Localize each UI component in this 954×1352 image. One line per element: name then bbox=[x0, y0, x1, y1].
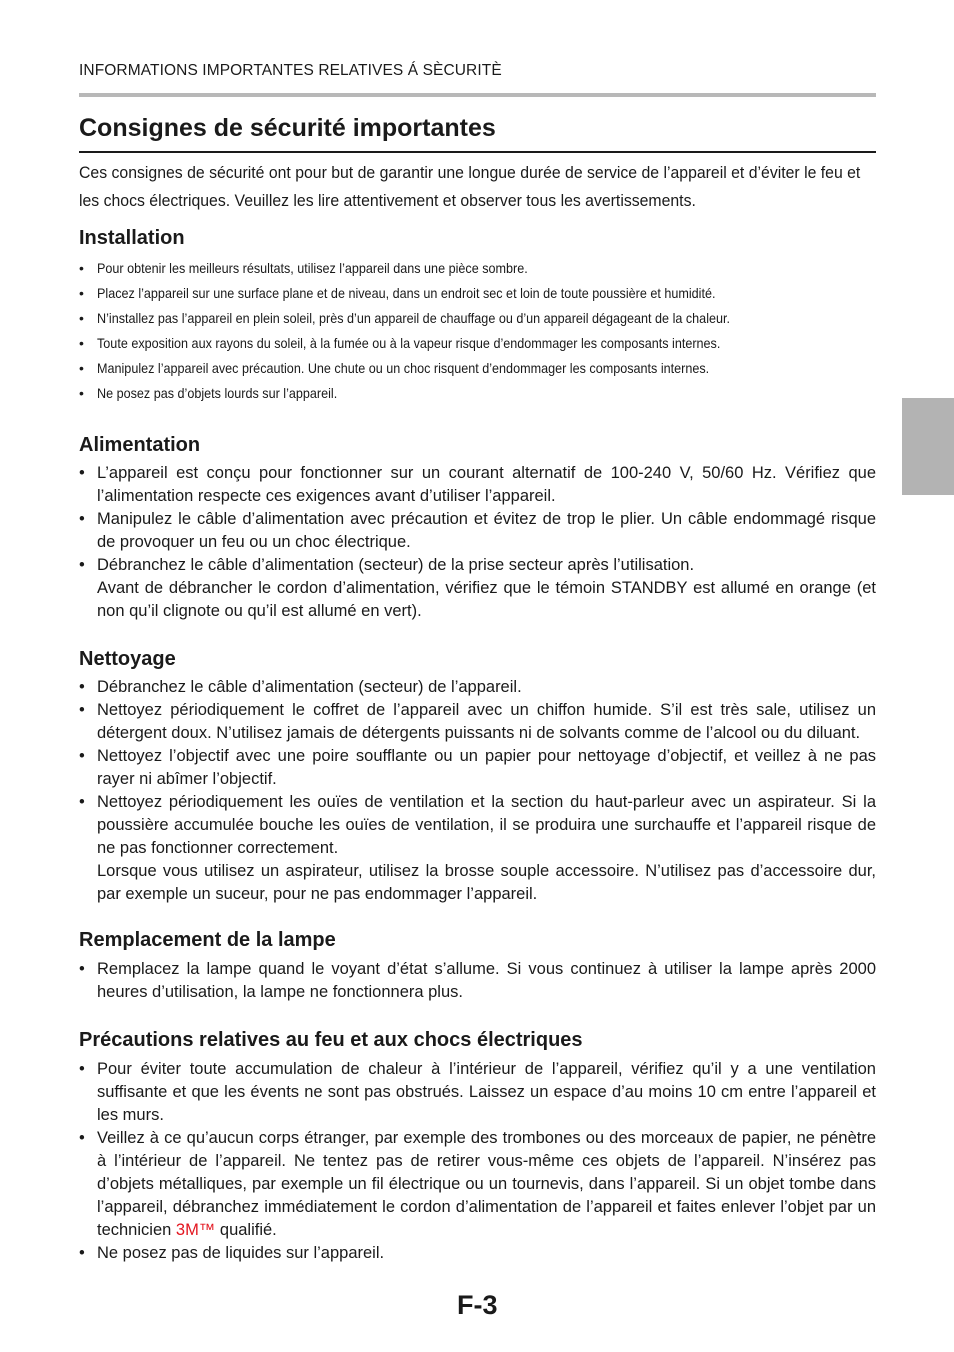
list-item bbox=[79, 1127, 876, 1242]
list-item-text: • Nettoyez périodiquement les ouïes de ventilation et la section du haut-parleur avec un aspirateur. Si la poussière accumulée bouche les ouïes de ventilation, il se produira une surchauffe et l’appareil risque de ne pas fonctionner correctement. bbox=[97, 793, 876, 857]
list-item: • Débranchez le câble d’alimentation (secteur) de l’appareil. bbox=[79, 676, 876, 699]
list-item: • Pour éviter toute accumulation de chaleur à l’intérieur de l’appareil, vérifiez qu’il y a une ventilation suffisante et que les évents ne sont pas obstrués. Laissez un espace d’au moins 10 cm entre l’appareil et les murs. bbox=[79, 1058, 876, 1127]
list-item: • Placez l’appareil sur une surface plane et de niveau, dans un endroit sec et loin de toute poussière et humidité. bbox=[79, 281, 876, 306]
list-item: • Pour obtenir les meilleurs résultats, utilisez l’appareil dans une pièce sombre. bbox=[79, 256, 876, 281]
list-item-continuation: Lorsque vous utilisez un aspirateur, utilisez la brosse souple accessoire. N’utilisez pas d’accessoire dur, par exemple un suceur, pour ne pas endommager l’appareil. bbox=[97, 862, 876, 903]
list-item: • Manipulez l’appareil avec précaution. Une chute ou un choc risquent d’endommager les composants internes. bbox=[79, 356, 876, 381]
list-item: • Remplacez la lampe quand le voyant d’état s’allume. Si vous continuez à utiliser la lampe après 2000 heures d’utilisation, la lampe ne fonctionnera plus. bbox=[79, 958, 876, 1004]
section-heading-alimentation: Alimentation bbox=[79, 434, 201, 456]
section-heading-nettoyage: Nettoyage bbox=[79, 648, 176, 670]
list-item: • N’installez pas l’appareil en plein soleil, près d’un appareil de chauffage ou d’un appareil dégageant de la chaleur. bbox=[79, 306, 876, 331]
page-number: F-3 bbox=[457, 1290, 498, 1320]
section-heading-lampe: Remplacement de la lampe bbox=[79, 929, 336, 951]
section-heading-installation: Installation bbox=[79, 227, 185, 249]
brand-3m: 3M™ bbox=[175, 1221, 216, 1239]
header-rule bbox=[79, 93, 876, 97]
list-item: • Manipulez le câble d’alimentation avec précaution et évitez de trop le plier. Un câble endommagé risque de provoquer un feu ou un choc électrique. bbox=[79, 508, 876, 554]
side-tab-marker bbox=[902, 398, 954, 495]
list-item: • Ne posez pas d’objets lourds sur l’appareil. bbox=[79, 381, 876, 406]
running-header: INFORMATIONS IMPORTANTES RELATIVES Á SÈCURITÈ bbox=[79, 62, 502, 79]
list-item bbox=[79, 791, 876, 906]
precautions-list bbox=[79, 1058, 876, 1265]
list-item: • Toute exposition aux rayons du soleil, à la fumée ou à la vapeur risque d’endommager les composants internes. bbox=[79, 331, 876, 356]
intro-paragraph: Ces consignes de sécurité ont pour but de garantir une longue durée de service de l’appareil et d’éviter le feu et les chocs électriques. Veuillez les lire attentivement et observer tous les avertissements. bbox=[79, 163, 861, 210]
nettoyage-list bbox=[79, 676, 876, 906]
list-item-text-end: qualifié. bbox=[215, 1221, 277, 1239]
list-item: • Ne posez pas de liquides sur l’appareil. bbox=[79, 1242, 876, 1265]
list-item-text: • Débranchez le câble d’alimentation (secteur) de la prise secteur après l’utilisation. bbox=[97, 556, 695, 574]
installation-list bbox=[79, 256, 876, 406]
page-title: Consignes de sécurité importantes bbox=[79, 114, 496, 142]
list-item: • Nettoyez périodiquement le coffret de l’appareil avec un chiffon humide. S’il est très sale, utilisez un détergent doux. N’utilisez jamais de détergents puissants ni de solvants comme de l’alcool ou du diluant. bbox=[79, 699, 876, 745]
list-item: • L’appareil est conçu pour fonctionner sur un courant alternatif de 100-240 V, 50/60 Hz. Vérifiez que l’alimentation respecte ces exigences avant d’utiliser l’appareil. bbox=[79, 462, 876, 508]
title-rule bbox=[79, 151, 876, 153]
section-heading-precautions: Précautions relatives au feu et aux chocs électriques bbox=[79, 1029, 583, 1051]
list-item bbox=[79, 554, 876, 623]
list-item-continuation: Avant de débrancher le cordon d’alimentation, vérifiez que le témoin STANDBY est allumé en orange (et non qu’il clignote ou qu’il est allumé en vert). bbox=[97, 579, 876, 620]
list-item: • Nettoyez l’objectif avec une poire soufflante ou un papier pour nettoyage d’objectif, et veillez à ne pas rayer ni abîmer l’objectif. bbox=[79, 745, 876, 791]
lampe-list bbox=[79, 958, 876, 1004]
list-item-text: Veillez à ce qu’aucun corps étranger, par exemple des trombones ou des morceaux de papier, ne pénètre à l’intérieur de l’appareil. Ne tentez pas de retirer vous-même ces objets de l’appareil. N’insérez pas d’objets métalliques, par exemple un fil électrique ou un tournevis, dans l’appareil. Si un objet tombe dans l’appareil, débranchez immédiatement le cordon d’alimentation de l’appareil et faites enlever l’objet par un technicien bbox=[97, 1129, 876, 1239]
alimentation-list bbox=[79, 462, 876, 623]
